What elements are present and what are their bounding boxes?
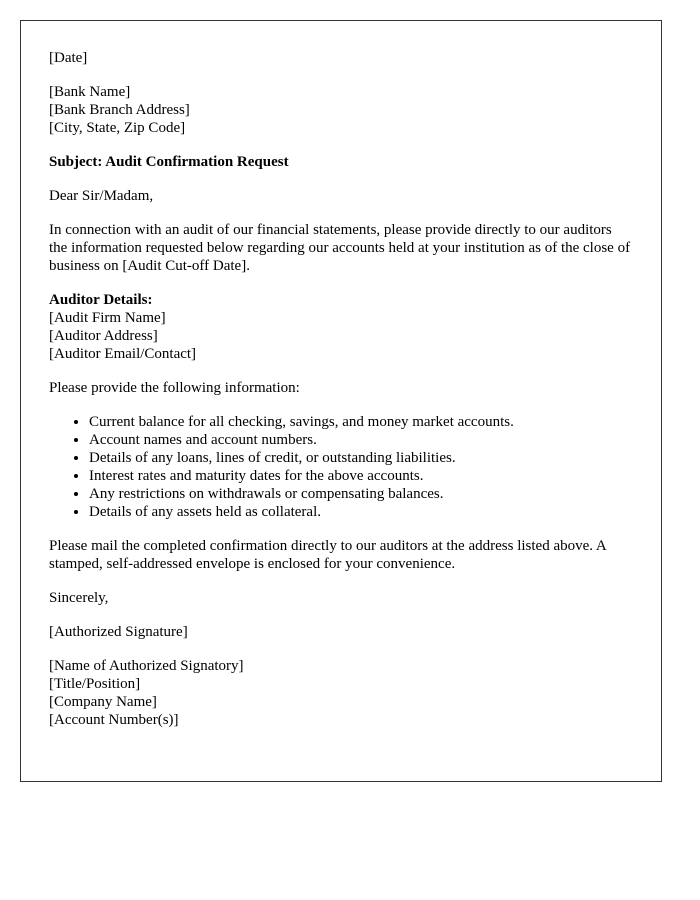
list-item: • Details of any loans, lines of credit, or outstanding liabilities. [89,449,633,467]
subject-line: Subject: Audit Confirmation Request [49,154,289,170]
list-item: • Account names and account numbers. [89,431,633,449]
bank-name: [Bank Name] [49,84,131,100]
list-item: • Current balance for all checking, savings, and money market accounts. [89,413,633,431]
auditor-contact: [Auditor Email/Contact] [49,346,197,362]
company-name: [Company Name] [49,694,157,710]
bank-branch-address: [Bank Branch Address] [49,102,190,118]
signatory-block [49,657,633,729]
request-intro: Please provide the following information: [49,380,300,396]
date: [Date] [49,50,88,66]
signatory-title: [Title/Position] [49,676,141,692]
auditor-address: [Auditor Address] [49,328,158,344]
intro-paragraph: In connection with an audit of our financial statements, please provide directly to our auditors the information requested below regarding our accounts held at your institution as of the close of business on [Audit Cut-off Date]. [49,222,631,274]
auditor-details-heading: Auditor Details: [49,292,153,308]
closing: Sincerely, [49,590,109,606]
recipient-address [49,83,633,137]
auditor-details [49,291,633,363]
list-item: • Any restrictions on withdrawals or compensating balances. [89,485,633,503]
mail-instructions: Please mail the completed confirmation directly to our auditors at the address listed above. A stamped, self-addressed envelope is enclosed for your convenience. [49,538,606,572]
salutation: Dear Sir/Madam, [49,188,154,204]
city-state-zip: [City, State, Zip Code] [49,120,186,136]
signature-placeholder: [Authorized Signature] [49,624,188,640]
audit-firm-name: [Audit Firm Name] [49,310,166,326]
list-item: • Interest rates and maturity dates for the above accounts. [89,467,633,485]
letter [20,20,662,782]
requested-info-list [49,413,633,521]
list-item: • Details of any assets held as collateral. [89,503,633,521]
signatory-name: [Name of Authorized Signatory] [49,658,244,674]
account-numbers: [Account Number(s)] [49,712,179,728]
